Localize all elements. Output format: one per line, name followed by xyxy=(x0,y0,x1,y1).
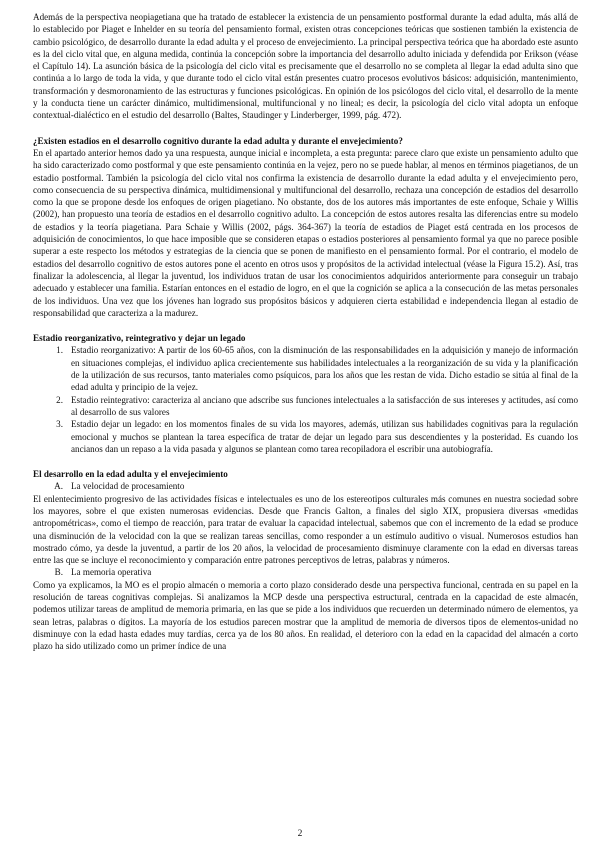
subheading-letter: A. xyxy=(54,481,63,492)
section-heading-stages: ¿Existen estadios en el desarrollo cognitivo durante la edad adulta y durante el envejecimiento? xyxy=(33,135,403,146)
subheading-working-memory xyxy=(33,566,578,578)
list-number: 3. xyxy=(56,419,63,430)
list-item xyxy=(33,394,578,419)
section-heading-late-stages: Estadio reorganizativo, reintegrativo y dejar un legado xyxy=(33,333,246,344)
list-text: Estadio dejar un legado: en los momentos finales de su vida los mayores, además, utilizan sus habilidades cognitivas para la regulación emocional y muchos se plantean la tarea específica de tratar de dejar un legado para sus descendientes y la posteridad. Es cuando los ancianos dan un repaso a la vida pasada y algunos se plantean como tarea recopiladora el escribir una autobiografía. xyxy=(71,419,578,454)
subheading-title: La memoria operativa xyxy=(71,567,152,578)
document-page xyxy=(33,11,578,653)
list-text: Estadio reintegrativo: caracteriza al anciano que adscribe sus funciones intelectuales a la satisfacción de sus intereses y actitudes, así como al desarrollo de sus valores xyxy=(71,394,578,417)
subheading-processing-speed xyxy=(33,480,578,492)
list-item xyxy=(33,418,578,455)
section-heading-adult-development: El desarrollo en la edad adulta y el envejecimiento xyxy=(33,469,228,480)
intro-paragraph: Además de la perspectiva neopiagetiana que ha tratado de establecer la existencia de un pensamiento postformal durante la edad adulta, más allá de lo establecido por Piaget e Inhelder en su teoría del pensamiento formal, existen otras concepciones teóricas que sostienen también la existencia de cambio psicológico, de desarrollo durante la edad adulta y el proceso de envejecimiento. La principal perspectiva teórica que ha abordado este asunto es la del ciclo vital que, en alguna medida, continúa la concepción sobre la importancia del desarrollo adulto iniciada y defendida por Erikson (véase el Capítulo 14). La asunción básica de la psicología del ciclo vital es precisamente que el desarrollo no se completa al llegar la edad adulta sino que continúa a lo largo de toda la vida, y que durante todo el ciclo vital están presentes cuatro procesos evolutivos básicos: adquisición, mantenimiento, transformación y desmoronamiento de las estructuras y funciones psicológicas. En opinión de los psicólogos del ciclo vital, el desarrollo de la mente y la conducta tiene un carácter dinámico, multidimensional, multifuncional y no lineal; es decir, la psicología del ciclo vital adopta un enfoque contextual-dialéctico en el estudio del desarrollo (Baltes, Staudinger y Linderberger, 1999, pág. 472). xyxy=(33,12,578,121)
stages-paragraph: En el apartado anterior hemos dado ya una respuesta, aunque inicial e incompleta, a esta pregunta: parece claro que existe un pensamiento adulto que ha sido caracterizado como postformal y que este pensamiento continúa en la vejez, pero no se puede hablar, al menos en términos piagetianos, de un estadio postformal. También la psicología del ciclo vital nos confirma la existencia de desarrollo durante la edad adulta y el envejecimiento pero, como consecuencia de su perspectiva dinámica, multidimensional y multifuncional del desarrollo, rechaza una concepción de estadios del desarrollo como la que se propone desde los enfoques de origen piagetiano. No obstante, dos de los autores más importantes de este enfoque, Schaie y Willis (2002), han propuesto una teoría de estadios en el desarrollo cognitivo adulto. La concepción de estos autores resalta las diferencias entre su modelo de estadios y la teoría piagetiana. Para Schaie y Willis (2002, págs. 364-367) la teoría de estadios de Piaget está centrada en los procesos de adquisición de conocimientos, lo que hace imposible que se consideren etapas o estadios posteriores al pensamiento formal ya que no parece posible superar a este respecto los métodos y estrategias de la ciencia que se ponen de manifiesto en el pensamiento formal. Por el contrario, el modelo de estadios del desarrollo cognitivo de estos autores pone el acento en otros usos y propósitos de la actividad intelectual (véase la Figura 15.2). Así, tras finalizar la adolescencia, al llegar la juventud, los individuos tratan de usar los conocimientos adquiridos anteriormente para conseguir un trabajo adecuado y establecer una familia. Estarían entonces en el estadio de logro, en el que la cognición se aplica a la consecución de las metas personales de los individuos. Una vez que los jóvenes han logrado sus propósitos básicos y adquieren cierta estabilidad e independencia llegan al estadio de responsabilidad que caracteriza a la madurez. xyxy=(33,147,578,318)
page-number: 2 xyxy=(297,829,303,839)
processing-speed-paragraph: El enlentecimiento progresivo de las actividades físicas e intelectuales es uno de los estereotipos culturales más comunes en nuestra sociedad sobre los mayores, sobre el que existen numerosas evidencias. Desde que Francis Galton, a finales del siglo XIX, propusiera diversas «medidas antropométricas», como el tiempo de reacción, para tratar de evaluar la capacidad intelectual, sabemos que con el incremento de la edad se produce una disminución de la velocidad con la que se realizan tareas sencillas, como responder a un estímulo auditivo o visual. Numerosos estudios han mostrado cómo, ya desde la juventud, a partir de los 20 años, la velocidad de procesamiento disminuye claramente con la edad en diversas tareas entre las que se incluye el reconocimiento y comparación entre patrones perceptivos de letras, palabras y números. xyxy=(33,493,578,566)
list-text: Estadio reorganizativo: A partir de los 60-65 años, con la disminución de las responsabilidades en la adquisición y manejo de información en situaciones complejas, el individuo aplica crecientemente sus habilidades intelectuales a la reorganización de su vida y la planificación de la utilización de sus recursos, tanto materiales como psíquicos, para los años que les restan de vida. Dicho estadio se sitúa al final de la edad adulta y principio de la vejez. xyxy=(71,345,578,393)
list-item xyxy=(33,344,578,393)
subheading-letter: B. xyxy=(54,567,63,578)
subheading-title: La velocidad de procesamiento xyxy=(71,481,185,492)
late-stages-list xyxy=(33,344,578,455)
list-number: 2. xyxy=(56,394,63,405)
list-number: 1. xyxy=(56,345,63,356)
working-memory-paragraph: Como ya explicamos, la MO es el propio almacén o memoria a corto plazo considerado desde una perspectiva funcional, centrada en su papel en la resolución de tareas cognitivas complejas. Si analizamos la MCP desde una perspectiva estructural, centrada en la capacidad de este almacén, podemos utilizar tareas de amplitud de memoria primaria, en las que se pide a los individuos que recuerden un determinado número de elementos, ya sean letras, palabras o dígitos. La mayoría de los estudios parecen mostrar que la amplitud de memoria de diversos tipos de elementos-unidad no disminuye con la edad hasta edades muy tardías, cerca ya de los 80 años. En realidad, el deterioro con la edad en la capacidad del almacén a corto plazo ha sido utilizado como un primer índice de una xyxy=(33,579,578,652)
